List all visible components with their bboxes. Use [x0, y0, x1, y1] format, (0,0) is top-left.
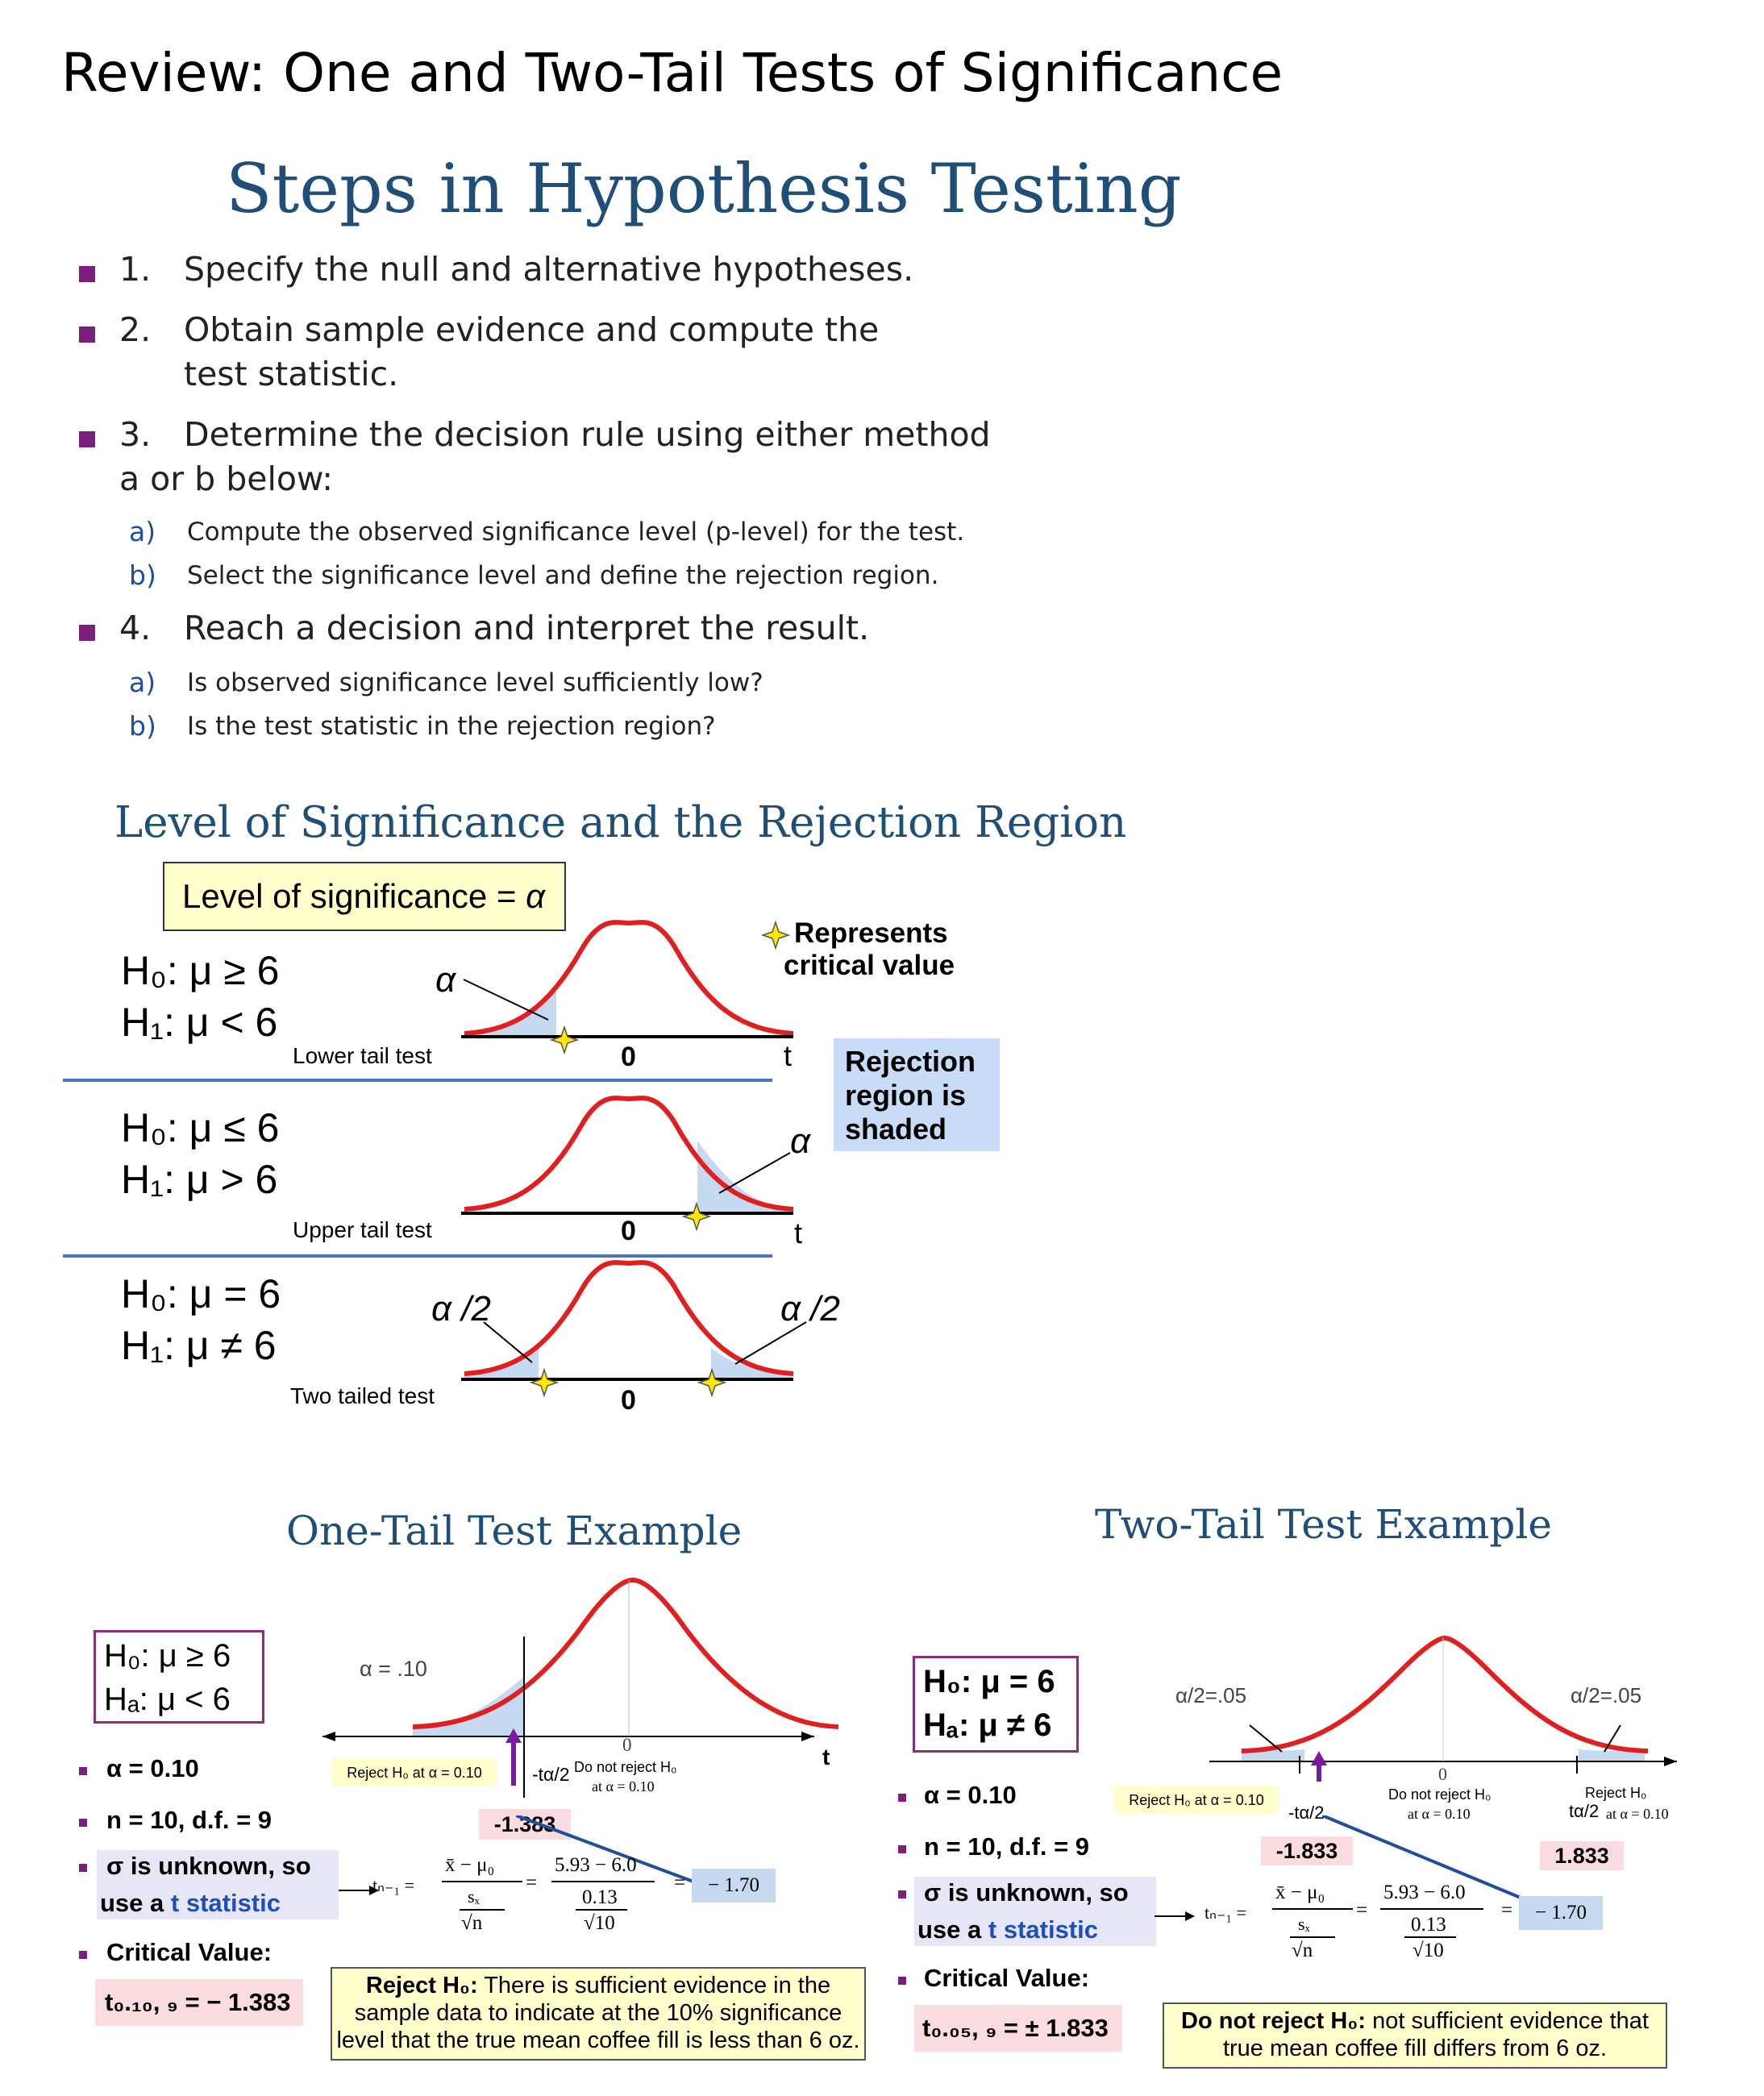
- upper-h1: H₁: μ > 6: [121, 1157, 278, 1202]
- two-tail-sigma-blue: t statistic: [988, 1915, 1098, 1944]
- one-tail-n: n = 10, d.f. = 9: [106, 1806, 273, 1834]
- two-tail-reject-right: Reject H₀: [1585, 1785, 1647, 1801]
- one-tail-critical-label: Critical Value:: [106, 1938, 273, 1966]
- lower-zero: 0: [621, 1042, 636, 1072]
- upper-alpha: α: [790, 1121, 811, 1161]
- fraction-bar: [442, 1881, 522, 1882]
- one-tail-den2b: √10: [584, 1912, 615, 1934]
- two-tail-decision-line1: [1164, 2007, 1666, 2035]
- two-tail-crit-neg: -1.833: [1261, 1836, 1353, 1865]
- two-tail-h0: H₀: μ = 6: [923, 1664, 1055, 1699]
- fraction-bar: [1380, 1908, 1483, 1910]
- one-tail-den1: sₓ: [468, 1886, 480, 1907]
- one-tail-decision: [331, 1967, 866, 2061]
- upper-zero: 0: [621, 1216, 636, 1246]
- step-4b-letter: b): [129, 710, 156, 742]
- one-tail-den1b: √n: [461, 1912, 483, 1934]
- two-h0: H₀: μ = 6: [121, 1271, 281, 1316]
- shaded-note: [834, 1038, 1000, 1151]
- upper-tail-chart: [461, 1098, 793, 1229]
- fraction-bar: [1272, 1908, 1353, 1910]
- bullet-icon: [79, 266, 95, 282]
- step-3-number: 3.: [119, 415, 152, 454]
- two-tail-heading: Two-Tail Test Example: [1095, 1501, 1552, 1548]
- one-tail-decision-bold: Reject H₀:: [365, 1973, 478, 1998]
- one-tail-heading: One-Tail Test Example: [286, 1508, 743, 1554]
- one-tail-crit-neg: -1.383: [479, 1809, 571, 1840]
- one-tail-eq1: =: [526, 1872, 538, 1894]
- two-tail-hypotheses: [913, 1656, 1079, 1753]
- one-tail-zero: 0: [622, 1735, 632, 1755]
- bullet-icon: [79, 1951, 87, 1959]
- bullet-icon: [79, 1819, 87, 1827]
- one-tail-alpha-chart: α = .10: [360, 1657, 427, 1681]
- one-tail-alpha: α = 0.10: [106, 1754, 199, 1782]
- step-3-line2: a or b below:: [119, 460, 334, 498]
- one-tail-decision-line1: [332, 1972, 864, 1999]
- one-tail-num2: 5.93 − 6.0: [555, 1854, 637, 1876]
- two-tail-arrow-icon: [1153, 1904, 1201, 1928]
- step-2-number: 2.: [119, 310, 152, 349]
- one-tail-ha: Hₐ: μ < 6: [104, 1682, 231, 1717]
- lower-h0: H₀: μ ≥ 6: [121, 948, 280, 993]
- bullet-icon: [79, 625, 95, 641]
- fraction-bar: [1290, 1936, 1335, 1938]
- one-tail-sigma-blue: t statistic: [170, 1889, 281, 1917]
- two-tail-eq2: =: [1501, 1899, 1513, 1921]
- two-tail-num1: x̄ − μ₀: [1275, 1882, 1325, 1903]
- one-tail-decision-line3: level that the true mean coffee fill is less than 6 oz.: [336, 2027, 860, 2053]
- two-tail-num2: 5.93 − 6.0: [1383, 1882, 1466, 1903]
- two-tail-decision-bold: Do not reject H₀:: [1181, 2008, 1367, 2034]
- step-1-number: 1.: [119, 250, 152, 289]
- critical-star-icon: [763, 922, 788, 948]
- one-tail-reject-label: Reject H₀ at α = 0.10: [332, 1759, 497, 1786]
- upper-h0: H₀: μ ≤ 6: [121, 1105, 280, 1150]
- one-tail-decision-line2: sample data to indicate at the 10% significance: [354, 2000, 842, 2026]
- one-tail-result: − 1.70: [692, 1869, 776, 1903]
- two-tail-t-sym: tₙ₋₁ =: [1204, 1903, 1247, 1923]
- one-tail-sigma-pre: use a: [100, 1889, 171, 1917]
- one-tail-num1: x̄ − μ₀: [445, 1854, 495, 1876]
- significance-alpha: α: [526, 877, 546, 915]
- bullet-icon: [898, 1890, 906, 1898]
- bullet-icon: [79, 1864, 87, 1872]
- one-tail-t: t: [822, 1745, 830, 1770]
- fraction-bar: [460, 1909, 505, 1911]
- upper-tail-label: Upper tail test: [293, 1217, 432, 1242]
- two-tail-decision-line2: true mean coffee fill differs from 6 oz.: [1222, 2036, 1608, 2061]
- bullet-icon: [79, 326, 95, 343]
- step-4b-text: Is the test statistic in the rejection region?: [187, 712, 716, 741]
- two-tail-zero: 0: [1438, 1764, 1447, 1784]
- one-tail-eq2: =: [674, 1872, 686, 1894]
- two-tail-label: Two tailed test: [290, 1383, 435, 1408]
- step-2-line1: Obtain sample evidence and compute the: [184, 310, 880, 349]
- bullet-icon: [79, 431, 95, 447]
- step-4a-text: Is observed significance level sufficiently low?: [187, 668, 763, 697]
- bullet-icon: [79, 1767, 87, 1775]
- two-tail-result: − 1.70: [1519, 1896, 1603, 1930]
- one-tail-do-not-reject: Do not reject H₀: [574, 1759, 677, 1775]
- one-tail-den2: 0.13: [582, 1886, 618, 1908]
- two-zero: 0: [621, 1385, 636, 1416]
- two-tail-do-not-reject: Do not reject H₀: [1388, 1786, 1491, 1803]
- step-3-line1: Determine the decision rule using either method: [184, 415, 991, 454]
- two-tail-at-alpha: at α = 0.10: [1408, 1806, 1471, 1822]
- two-tail-t-alpha2-right: tα/2: [1569, 1801, 1600, 1821]
- two-tail-reject-left: Reject H₀ at α = 0.10: [1114, 1786, 1279, 1814]
- one-tail-h0: H₀: μ ≥ 6: [104, 1638, 231, 1674]
- step-4a-letter: a): [129, 667, 156, 698]
- represents-line1: Represents: [794, 917, 948, 949]
- two-tail-alpha-right: α/2=.05: [1571, 1683, 1642, 1707]
- bullet-icon: [898, 1845, 906, 1853]
- bullet-icon: [898, 1794, 906, 1802]
- two-tail-alpha: α = 0.10: [924, 1781, 1017, 1809]
- two-tail-den1b: √n: [1292, 1940, 1313, 1961]
- two-tail-alpha-left: α/2=.05: [1175, 1683, 1247, 1707]
- lower-t: t: [784, 1039, 793, 1072]
- two-tail-den1: sₓ: [1298, 1914, 1310, 1934]
- shaded-line1: Rejection: [845, 1045, 976, 1078]
- two-tail-den2b: √10: [1412, 1940, 1444, 1961]
- fraction-bar: [576, 1909, 627, 1911]
- rejection-heading: Level of Significance and the Rejection Region: [114, 798, 1127, 847]
- two-tail-den2: 0.13: [1411, 1914, 1446, 1936]
- lower-h1: H₁: μ < 6: [121, 1000, 278, 1045]
- step-3b-letter: b): [129, 559, 156, 591]
- one-tail-sigma-line2: [100, 1889, 281, 1918]
- two-tail-decision: [1163, 2002, 1667, 2069]
- step-1-text: Specify the null and alternative hypotheses.: [184, 250, 914, 289]
- two-tail-at-alpha-right: at α = 0.10: [1606, 1806, 1669, 1822]
- two-tail-decision-text1: not sufficient evidence that: [1366, 2008, 1649, 2034]
- two-alpha-left: α /2: [431, 1289, 492, 1329]
- significance-label: Level of significance =: [182, 877, 526, 915]
- two-tail-sigma-line2: [917, 1915, 1098, 1944]
- two-h1: H₁: μ ≠ 6: [121, 1323, 277, 1368]
- lower-tail-chart: [461, 922, 793, 1053]
- two-tail-n: n = 10, d.f. = 9: [924, 1832, 1090, 1861]
- step-3a-letter: a): [129, 516, 156, 547]
- one-tail-t-alpha2: -tα/2: [532, 1764, 570, 1785]
- represents-line2: critical value: [784, 950, 955, 981]
- page-title: Review: One and Two-Tail Tests of Significance: [61, 42, 1283, 104]
- shaded-line2: region is: [845, 1079, 967, 1112]
- bullet-icon: [898, 1977, 906, 1985]
- lower-tail-label: Lower tail test: [293, 1043, 432, 1068]
- fraction-bar: [1404, 1936, 1456, 1938]
- two-tail-chart: [461, 1262, 806, 1395]
- one-tail-critical-value: t₀.₁₀, ₉ = − 1.383: [95, 1979, 303, 2026]
- two-tail-t-alpha2-left: -tα/2: [1288, 1803, 1325, 1823]
- two-tail-critical-label: Critical Value:: [924, 1964, 1090, 1992]
- one-tail-hypotheses: [94, 1630, 264, 1724]
- two-tail-critical-value: t₀.₀₅, ₉ = ± 1.833: [914, 2005, 1122, 2052]
- two-alpha-right: α /2: [780, 1289, 841, 1329]
- legend-represents: [794, 917, 948, 950]
- two-tail-crit-pos: 1.833: [1540, 1841, 1624, 1870]
- lower-alpha: α: [435, 960, 456, 1000]
- upper-t: t: [794, 1216, 803, 1250]
- step-4-text: Reach a decision and interpret the result.: [184, 609, 870, 647]
- shaded-line3: shaded: [845, 1112, 947, 1146]
- steps-heading: Steps in Hypothesis Testing: [226, 149, 1182, 228]
- step-2-line2: test statistic.: [184, 355, 399, 393]
- one-tail-at-alpha: at α = 0.10: [592, 1778, 655, 1794]
- step-3a-text: Compute the observed significance level (p-level) for the test.: [187, 518, 965, 547]
- two-tail-sigma-pre: use a: [917, 1915, 988, 1944]
- step-3b-text: Select the significance level and define the rejection region.: [187, 561, 939, 590]
- one-tail-decision-text1: There is sufficient evidence in the: [477, 1973, 831, 1998]
- one-tail-sigma-line1: σ is unknown, so: [106, 1852, 311, 1880]
- one-tail-t-sym: tₙ₋₁ =: [372, 1875, 415, 1895]
- two-tail-ha: Hₐ: μ ≠ 6: [923, 1707, 1052, 1743]
- two-tail-sigma-line1: σ is unknown, so: [924, 1878, 1129, 1907]
- fraction-bar: [551, 1881, 655, 1882]
- two-tail-eq1: =: [1356, 1899, 1368, 1921]
- step-4-number: 4.: [119, 609, 152, 647]
